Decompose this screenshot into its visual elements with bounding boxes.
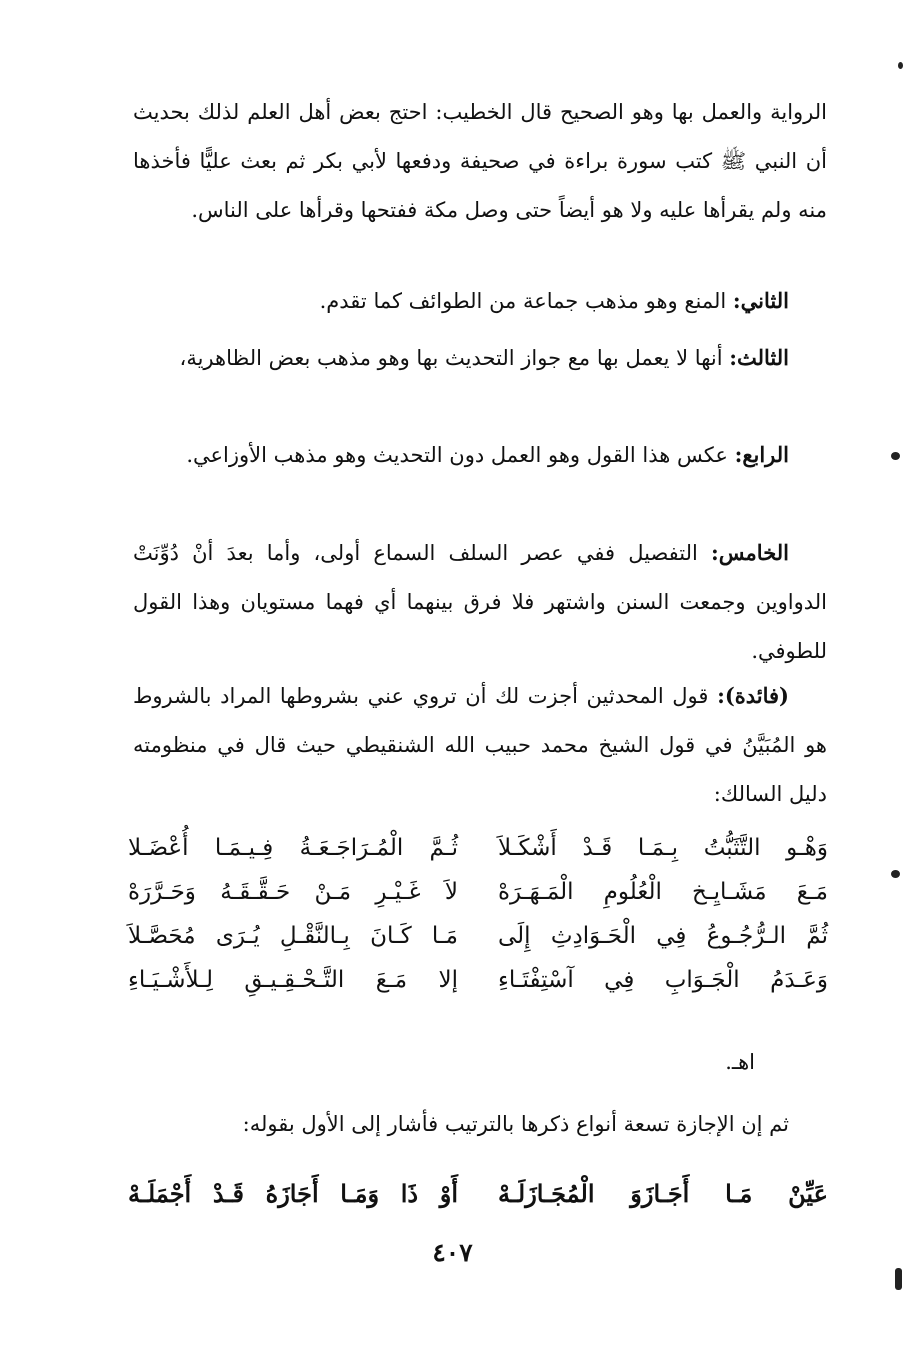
verse-second-hemistich: إلا مَـعَ التَّـحْـقِـيـقِ لِـلأَشْـيَـاءِ	[128, 967, 458, 993]
margin-dot	[891, 870, 900, 878]
paragraph-1: الرواية والعمل بها وهو الصحيح قال الخطيب: احتج بعض أهل العلم لذلك بحديث أن النبي ﷺ كتب سورة براءة في صحيفة ودفعها لأبي بكر ثم بعث عليًّا فأخذها منه ولم يقرأها عليه ولا هو أيضاً حتى وصل مكة ففتحها وقرأها على الناس.	[133, 100, 827, 222]
quote-end-marker: اهـ.	[725, 1050, 755, 1074]
paragraph-label: الرابع:	[734, 442, 789, 467]
final-verse-line	[128, 1172, 828, 1216]
verse-line	[128, 958, 828, 1002]
verse-line	[128, 826, 828, 870]
margin-dot	[891, 452, 900, 460]
verse-first-hemistich: مَـعَ مَشَـايِـخ الْعُلُومِ الْمَـهَـرَهْ	[498, 879, 828, 905]
page-number: ٤٠٧	[432, 1238, 473, 1267]
paragraph-6: (فائدة): قول المحدثين أجزت لك أن تروي عني بشروطها المراد بالشروط هو المُبَيَّنُ في قول الشيخ محمد حبيب الله الشنقيطي حيث قال في منظومته دليل السالك:	[133, 683, 827, 806]
paragraph-label: الخامس:	[711, 540, 789, 565]
paragraph-label: (فائدة):	[717, 683, 789, 708]
paragraph-label: الثاني:	[732, 288, 789, 313]
paragraph-2: الثاني: المنع وهو مذهب جماعة من الطوائف كما تقدم.	[319, 288, 789, 313]
paragraph-5: الخامس: التفصيل ففي عصر السلف السماع أولى، وأما بعدَ أنْ دُوِّنَتْ الدواوين وجمعت السنن واشتهر فلا فرق بينهما أي فهما مستويان وهذا القول للطوفي.	[133, 540, 827, 663]
verse-first-hemistich: وَعَـدَمُ الْجَـوَابِ فِي آسْتِفْتَـاءِ	[498, 967, 828, 993]
verse-first-hemistich: وَهْـو التَّثَبُّتُ بِـمَـا قَـدْ أَشْكَـلاَ	[498, 835, 828, 861]
verse-line	[128, 870, 828, 914]
paragraph-4: الرابع: عكس هذا القول وهو العمل دون التحديث وهو مذهب الأوزاعي.	[186, 442, 789, 467]
paragraph-3: الثالث: أنها لا يعمل بها مع جواز التحديث بها وهو مذهب بعض الظاهرية،	[179, 345, 789, 370]
paragraph-7: ثم إن الإجازة تسعة أنواع ذكرها بالترتيب فأشار إلى الأول بقوله:	[242, 1112, 789, 1136]
paragraph-label: الثالث:	[729, 345, 789, 370]
verse-second-hemistich: مَـا كَـانَ بِـالنَّقْـلِ يُـرَى مُحَصَّـلاَ	[128, 923, 458, 949]
verse-second-hemistich: ثُـمَّ الْمُـرَاجَـعَـةُ فِـيـمَـا أُعْضَـلا	[128, 835, 458, 861]
verse-second-hemistich: لاَ غَـيْـرِ مَـنْ حَـقَّـقَـهُ وَحَـرَّرَهْ	[128, 879, 458, 905]
verse-first-hemistich: ثُمَّ الـرُّجُـوعُ فِي الْحَـوَادِثِ إِلَى	[498, 923, 828, 949]
verse-second-hemistich: أَوْ ذَا وَمَـا أَجَازَهُ قَـدْ أَجْمَلَـهْ	[128, 1179, 458, 1208]
verse-first-hemistich: عَيِّنْ مَـا أَجَـازَوَ الْمُجَـازَلَـهْ	[498, 1179, 828, 1208]
margin-dot	[898, 62, 903, 69]
margin-dot	[895, 1268, 902, 1290]
verse-line	[128, 914, 828, 958]
